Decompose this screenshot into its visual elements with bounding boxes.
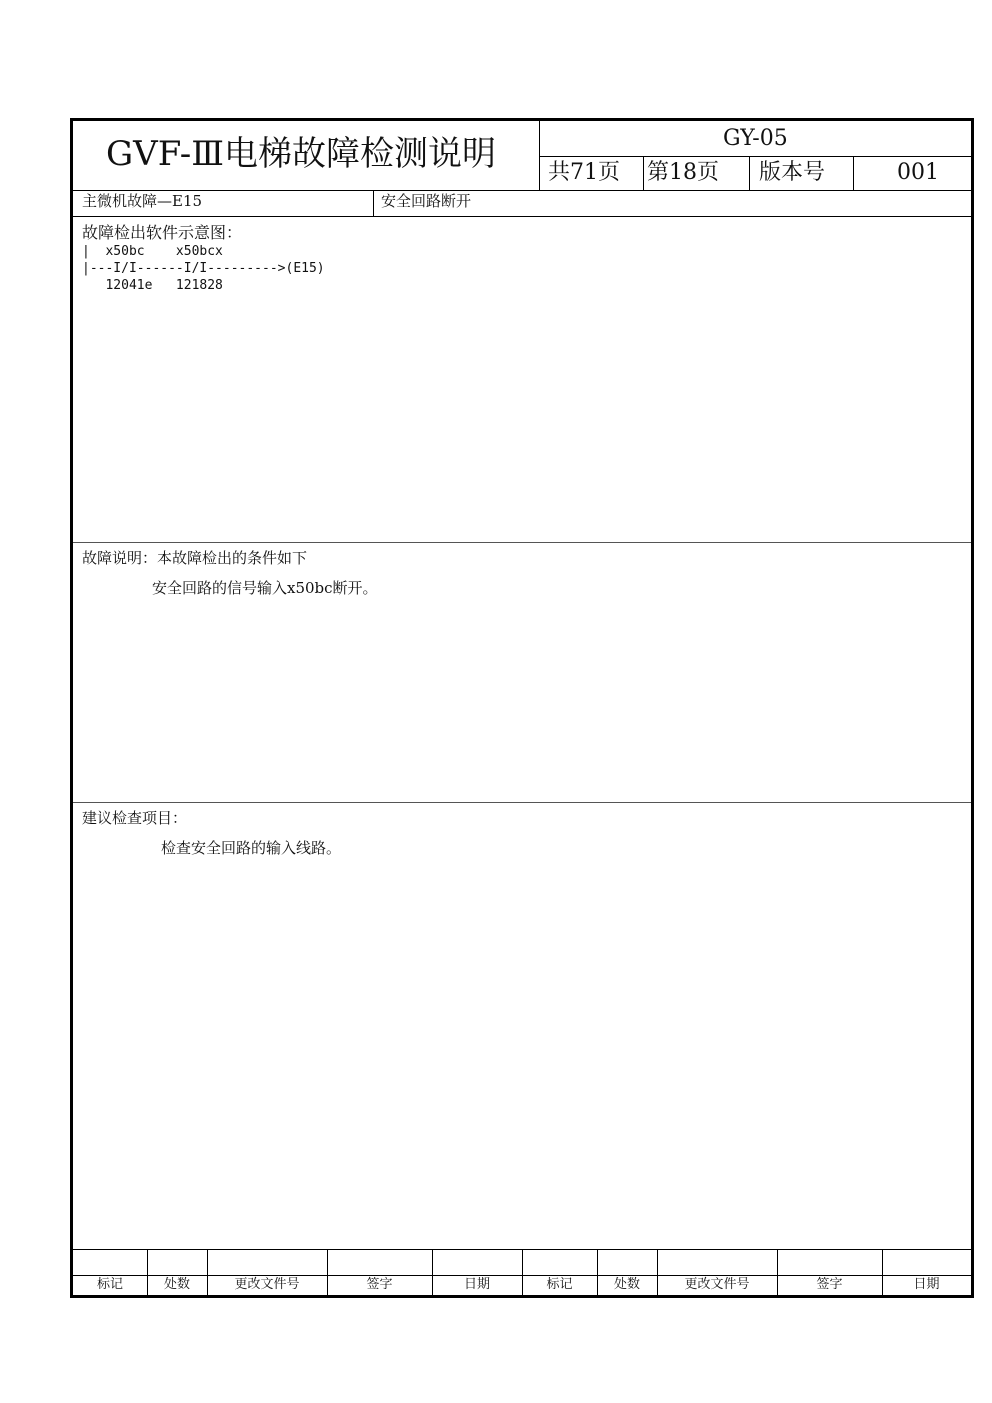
diagram-line: 12041e 121828 — [82, 278, 223, 293]
fault-description: 安全回路断开 — [381, 192, 472, 210]
footer-label: 签字 — [366, 1277, 393, 1292]
fault-row-divider — [373, 190, 374, 216]
section-line — [73, 542, 971, 543]
version-label: 版本号 — [759, 160, 826, 185]
footer-label: 标记 — [96, 1277, 123, 1292]
suggestion-body: 检查安全回路的输入线路。 — [161, 839, 342, 857]
fault-name: 主微机故障—E15 — [82, 192, 203, 210]
footer-label: 日期 — [463, 1277, 490, 1292]
header-bottom-line — [73, 190, 971, 191]
footer-label: 处数 — [613, 1277, 640, 1292]
header-cell-line — [749, 156, 750, 190]
current-page: 第18页 — [647, 160, 719, 185]
document-frame — [70, 118, 974, 1298]
footer-label: 日期 — [913, 1277, 940, 1292]
footer-label: 更改文件号 — [234, 1277, 300, 1292]
footer-label: 标记 — [546, 1277, 573, 1292]
diagram-line: |---I/I------I/I--------->(E15) — [82, 261, 325, 276]
diagram-line: | x50bc x50bcx — [82, 244, 223, 259]
section-line — [73, 802, 971, 803]
header-row-line — [539, 156, 971, 157]
explanation-body: 安全回路的信号输入x50bc断开。 — [152, 579, 378, 597]
header-cell-line — [643, 156, 644, 190]
footer-label: 处数 — [163, 1277, 190, 1292]
fault-row-line — [73, 216, 971, 217]
version-value: 001 — [897, 160, 939, 185]
doc-code: GY-05 — [723, 126, 788, 151]
footer-label: 签字 — [816, 1277, 843, 1292]
total-pages: 共71页 — [548, 160, 620, 185]
header-cell-line — [853, 156, 854, 190]
document-title: GVF-Ⅲ电梯故障检测说明 — [106, 134, 497, 174]
diagram-heading: 故障检出软件示意图： — [82, 223, 243, 242]
suggestion-heading: 建议检查项目： — [82, 809, 188, 827]
footer-label: 更改文件号 — [684, 1277, 750, 1292]
explanation-heading: 故障说明：本故障检出的条件如下 — [82, 549, 308, 567]
